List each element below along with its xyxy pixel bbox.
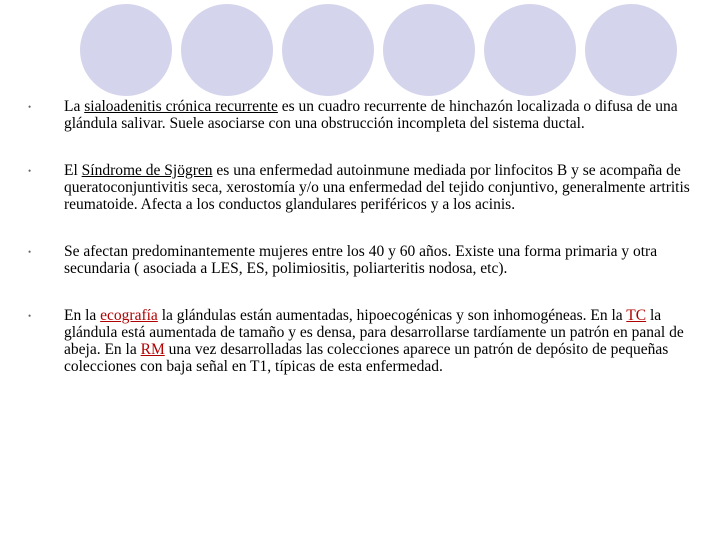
decor-circle-6 xyxy=(585,4,677,96)
keyword-rm: RM xyxy=(140,341,165,358)
text: la glándulas están aumentadas, hipoecogénicas y son inhomogéneas. En la xyxy=(157,307,627,324)
bullet-icon: • xyxy=(28,166,32,176)
term-sialoadenitis: sialoadenitis crónica recurrente xyxy=(84,98,278,115)
decorative-circles-banner xyxy=(0,0,720,100)
keyword-ecografia: ecografía xyxy=(100,307,158,324)
decor-circle-1 xyxy=(80,4,172,96)
bullet-item-imagen xyxy=(28,307,692,375)
decor-circle-5 xyxy=(484,4,576,96)
bullet-icon: • xyxy=(28,247,32,257)
text: es un cuadro recurrente de hinchazón localizada o difusa de una glándula salivar. Suele asociarse con una obstrucción incompleta del sistema ductal. xyxy=(64,98,678,132)
text: En la xyxy=(64,307,101,324)
text: es una enfermedad autoinmune mediada por linfocitos B y se acompaña de queratoconjuntivitis seca, xerostomía y/o una enfermedad del tejido conjuntivo, generalmente artritis reumatoide. Afecta a los conductos glandulares periféricos y a los acinis. xyxy=(64,162,690,213)
bullet-item-epidemiologia xyxy=(28,243,692,277)
bullet-icon: • xyxy=(28,102,32,112)
decor-circle-3 xyxy=(282,4,374,96)
slide-body xyxy=(28,98,692,405)
text: Se afectan predominantemente mujeres entre los 40 y 60 años. Existe una forma primaria y otra secundaria ( asociada a LES, ES, polimiositis, poliarteritis nodosa, etc). xyxy=(64,243,658,277)
decor-circle-2 xyxy=(181,4,273,96)
keyword-tc: TC xyxy=(626,307,647,324)
text: la glándula está aumentada de tamaño y es densa, para desarrollarse tardíamente un patrón en panal de abeja. En la xyxy=(64,307,684,358)
text: una vez desarrolladas las colecciones aparece un patrón de depósito de pequeñas colecciones con baja señal en T1, típicas de esta enfermedad. xyxy=(64,341,669,375)
bullet-item-sialoadenitis xyxy=(28,98,692,132)
bullet-icon: • xyxy=(28,311,32,321)
term-sjogren: Síndrome de Sjögren xyxy=(81,162,213,179)
bullet-item-sjogren xyxy=(28,162,692,213)
decor-circle-4 xyxy=(383,4,475,96)
text: El xyxy=(64,162,82,179)
text: La xyxy=(64,98,85,115)
